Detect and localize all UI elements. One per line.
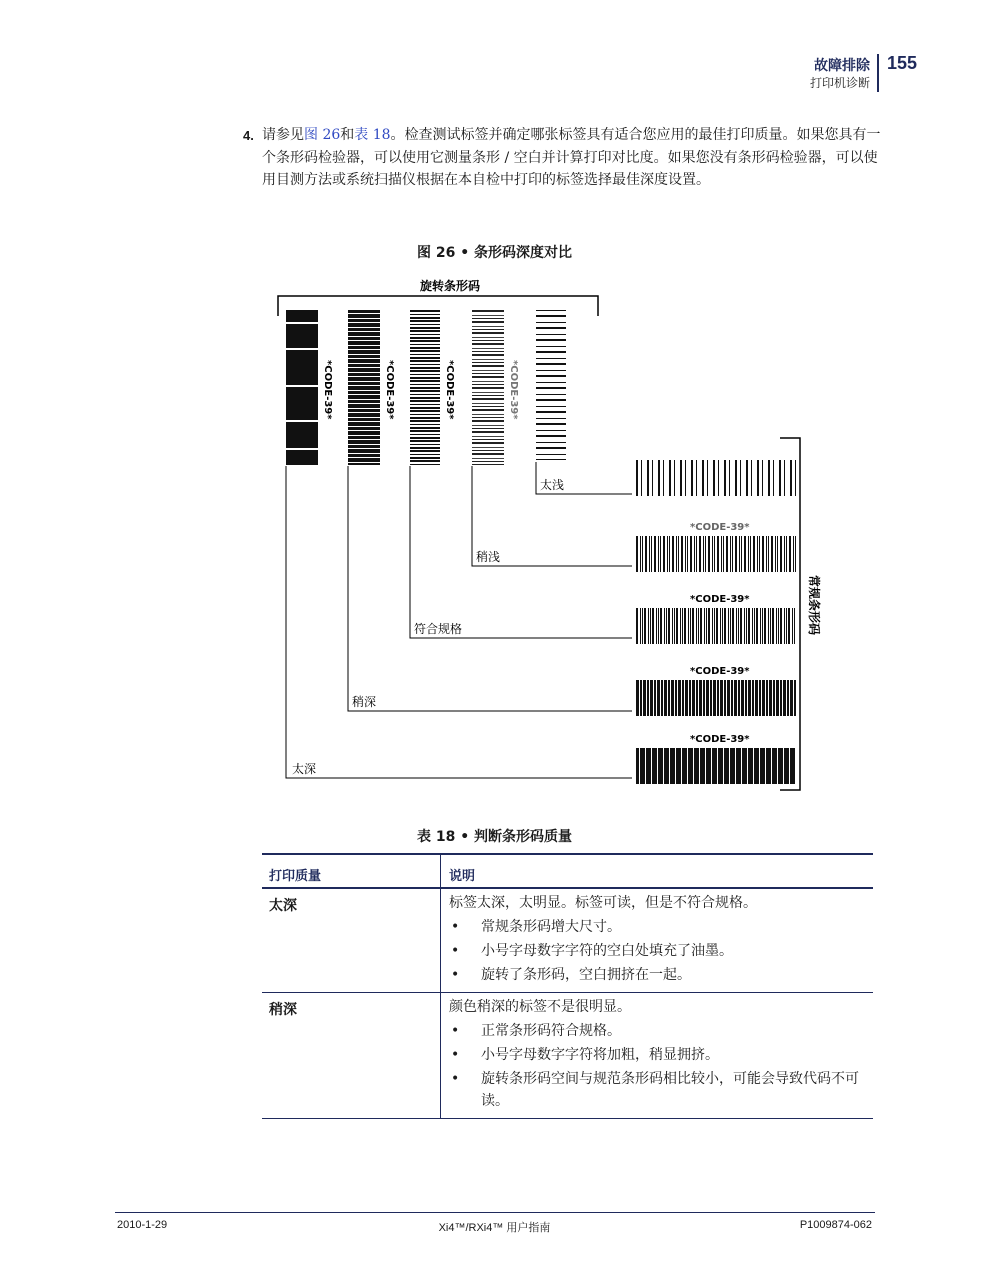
step-number: 4. [243,128,254,143]
footer-part-number: P1009874-062 [799,1219,872,1231]
normal-barcode-slightly-light [636,522,796,572]
rotated-barcode-in-spec [410,310,455,465]
level-label-in-spec: 符合规格 [414,622,463,636]
level-label-too-light: 太浅 [540,478,565,492]
rotated-barcode-too-light [536,310,566,460]
step-text-and: 和 [340,127,355,143]
row-description [440,889,873,992]
figure-caption: 图 26 • 条形码深度对比 [416,245,573,261]
normal-barcode-slightly-dark [636,666,796,716]
leader-lines [286,462,632,778]
quality-table [262,853,873,1119]
list-item: • 小号字母数字字符的空白处填充了油墨。 [449,940,863,962]
level-label-too-dark: 太深 [292,762,317,776]
rotated-code-slightly-dark: *CODE-39* [384,360,395,420]
table-link[interactable]: 表 18 [354,127,391,143]
rotated-barcode-slightly-dark [348,310,395,465]
bullet-text: 旋转条形码空间与规范条形码相比较小，可能会导致代码不可读。 [481,1071,859,1109]
table-row [262,889,873,993]
normal-code-slightly-dark: *CODE-39* [690,666,750,677]
table-row [262,993,873,1119]
list-item: • 正常条形码符合规格。 [449,1020,863,1042]
footer-rule [115,1212,875,1213]
normal-barcode-too-dark [636,734,796,784]
normal-code-too-dark: *CODE-39* [690,734,750,745]
bullet-text: 小号字母数字字符的空白处填充了油墨。 [481,943,733,959]
rotated-code-in-spec: *CODE-39* [444,360,455,420]
list-item: • 小号字母数字字符将加粗，稍显拥挤。 [449,1044,863,1066]
normal-code-slightly-light: *CODE-39* [690,522,750,533]
rotated-code-slightly-light: *CODE-39* [508,360,519,420]
step-text-after: 。检查测试标签并确定哪张标签具有适合您应用的最佳打印质量。如果您具有一个条形码检验器，可以使用它测量条形 / 空白并计算打印对比度。如果您没有条形码检验器，可以使用目测方法或系统扫描仪根据在本自检中打印的标签选择最佳深度设置。 [262,127,881,188]
normal-barcode-too-light [636,460,796,496]
figure-link[interactable]: 图 26 [304,127,341,143]
bullet-text: 常规条形码增大尺寸。 [481,919,621,935]
level-label-slightly-dark: 稍深 [352,695,377,709]
row-quality: 稍深 [269,1002,297,1018]
normal-barcode-in-spec [636,594,796,644]
page-number: 155 [887,53,918,73]
header-divider [877,54,879,92]
list-item: • 旋转了条形码，空白拥挤在一起。 [449,964,863,986]
section-title: 故障排除 [814,58,870,74]
bullet-text: 小号字母数字字符将加粗，稍显拥挤。 [481,1047,719,1063]
step-paragraph [262,124,882,192]
bullet-text: 旋转了条形码，空白拥挤在一起。 [481,967,691,983]
header-description: 说明 [440,855,873,887]
subsection-title: 打印机诊断 [809,76,870,90]
table-caption: 表 18 • 判断条形码质量 [416,829,573,845]
list-item: • 常规条形码增大尺寸。 [449,916,863,938]
rotated-code-too-dark: *CODE-39* [322,360,333,420]
normal-label: 常规条形码 [807,575,821,636]
bullet-text: 正常条形码符合规格。 [481,1023,621,1039]
rotated-barcode-too-dark [286,310,333,465]
list-item: • 旋转条形码空间与规范条形码相比较小，可能会导致代码不可读。 [449,1068,863,1112]
step-text-before: 请参见 [262,127,304,143]
footer-title: Xi4™/RXi4™ 用户指南 [438,1222,551,1234]
footer-date: 2010-1-29 [117,1219,168,1231]
row-quality: 太深 [269,898,297,914]
table-header-row [262,855,873,889]
row-summary: 颜色稍深的标签不是很明显。 [449,999,631,1015]
header-print-quality: 打印质量 [269,869,322,884]
row-summary: 标签太深，太明显。标签可读，但是不符合规格。 [449,895,757,911]
rotated-barcode-slightly-light [472,310,519,465]
normal-code-in-spec: *CODE-39* [690,594,750,605]
row-description [440,993,873,1118]
rotated-label: 旋转条形码 [420,279,481,293]
level-label-slightly-light: 稍浅 [476,550,501,564]
barcode-comparison-figure [270,270,821,800]
